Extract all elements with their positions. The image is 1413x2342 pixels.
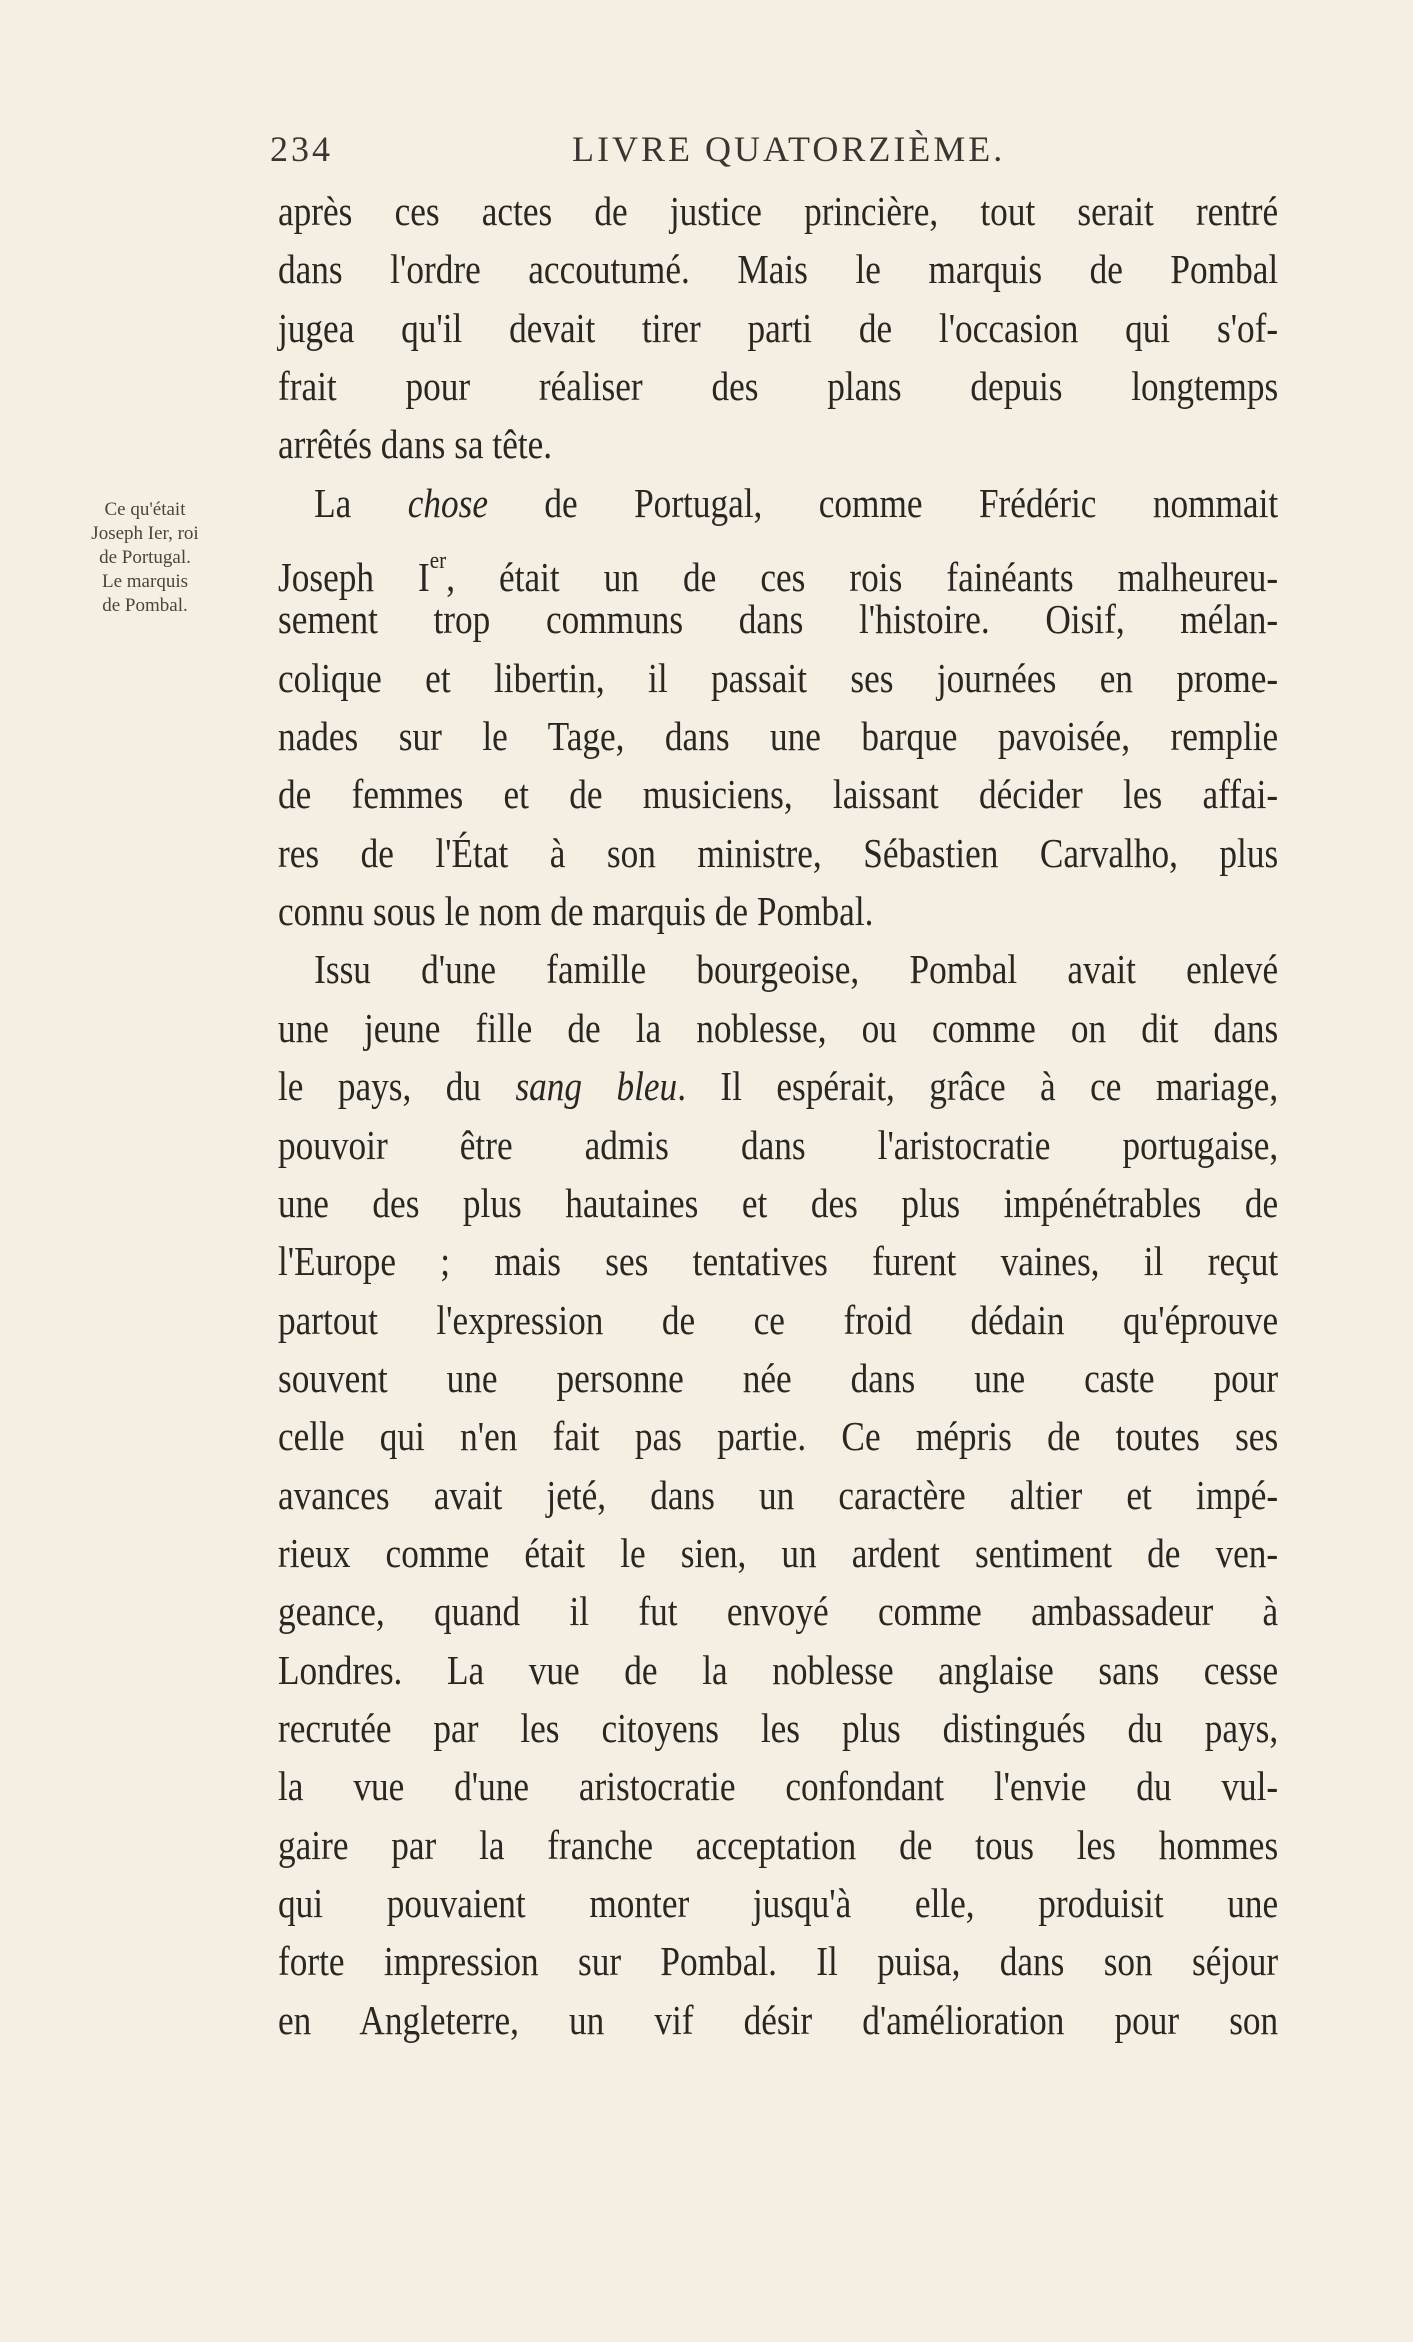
text-run: Joseph I [278, 554, 430, 601]
text-run: La [314, 479, 408, 526]
running-head-title: LIVRE QUATORZIÈME. [572, 129, 1006, 169]
superscript: er [429, 547, 447, 575]
text-run: de Portugal, comme Frédéric nommait [488, 479, 1279, 526]
text-line: partout l'expression de ce froid dédain qu'éprouve [278, 1296, 1279, 1343]
margin-note-line: Le marquis [101, 571, 188, 592]
text-line: nades sur le Tage, dans une barque pavoisée, remplie [278, 713, 1279, 760]
text-line: rieux comme était le sien, un ardent sentiment de ven- [278, 1529, 1279, 1576]
text-line: avances avait jeté, dans un caractère altier et impé- [278, 1471, 1279, 1518]
margin-note-line: de Pombal. [102, 595, 188, 616]
text-line: arrêtés dans sa tête. [278, 421, 553, 468]
text-line: qui pouvaient monter jusqu'à elle, produisit une [278, 1879, 1279, 1926]
text-line: l'Europe ; mais ses tentatives furent vaines, il reçut [278, 1238, 1279, 1285]
margin-note-line: Ce qu'était [104, 499, 186, 520]
text-line: res de l'État à son ministre, Sébastien Carvalho, plus [278, 829, 1279, 876]
text-line: colique et libertin, il passait ses journées en prome- [278, 654, 1279, 701]
text-line: connu sous le nom de marquis de Pombal. [278, 888, 874, 935]
text-line: la vue d'une aristocratie confondant l'envie du vul- [278, 1763, 1279, 1810]
text-line: recrutée par les citoyens les plus distingués du pays, [278, 1704, 1279, 1751]
margin-note [50, 498, 240, 618]
italic-text: chose [407, 479, 489, 526]
text-line: forte impression sur Pombal. Il puisa, dans son séjour [278, 1938, 1279, 1985]
text-line: frait pour réaliser des plans depuis longtemps [278, 363, 1279, 410]
text-line: dans l'ordre accoutumé. Mais le marquis de Pombal [278, 246, 1279, 293]
margin-note-line: Joseph Ier, roi [91, 523, 199, 544]
text-line: Issu d'une famille bourgeoise, Pombal avait enlevé [314, 946, 1279, 993]
text-line: après ces actes de justice princière, tout serait rentré [278, 188, 1279, 234]
margin-note-line: de Portugal. [99, 547, 191, 568]
page-number: 234 [270, 129, 333, 169]
text-line: Londres. La vue de la noblesse anglaise sans cesse [278, 1646, 1279, 1693]
text-line: de femmes et de musiciens, laissant décider les affai- [278, 771, 1279, 818]
text-line [278, 474, 1278, 532]
text-line: pouvoir être admis dans l'aristocratie portugaise, [278, 1121, 1279, 1168]
text-line: une des plus hautaines et des plus impénétrables de [278, 1179, 1279, 1226]
text-run: , était un de ces rois fainéants malheureu- [446, 554, 1279, 601]
text-run: le pays, du [278, 1063, 516, 1110]
text-line: souvent une personne née dans une caste pour [278, 1354, 1279, 1401]
text-line: celle qui n'en fait pas partie. Ce mépris de toutes ses [278, 1413, 1279, 1460]
body-text [278, 182, 1278, 2049]
text-line: jugea qu'il devait tirer parti de l'occasion qui s'of- [278, 304, 1279, 351]
text-line [278, 532, 1279, 601]
text-line: en Angleterre, un vif désir d'amélioration pour son [278, 1996, 1279, 2043]
text-line: gaire par la franche acceptation de tous les hommes [278, 1821, 1279, 1868]
text-line: une jeune fille de la noblesse, ou comme on dit dans [278, 1004, 1279, 1051]
text-line [278, 1057, 1278, 1115]
italic-text: sang bleu [515, 1063, 678, 1110]
text-run: . Il espérait, grâce à ce mariage, [677, 1063, 1279, 1110]
text-line: sement trop communs dans l'histoire. Oisif, mélan- [278, 596, 1279, 643]
text-line: geance, quand il fut envoyé comme ambassadeur à [278, 1588, 1279, 1635]
